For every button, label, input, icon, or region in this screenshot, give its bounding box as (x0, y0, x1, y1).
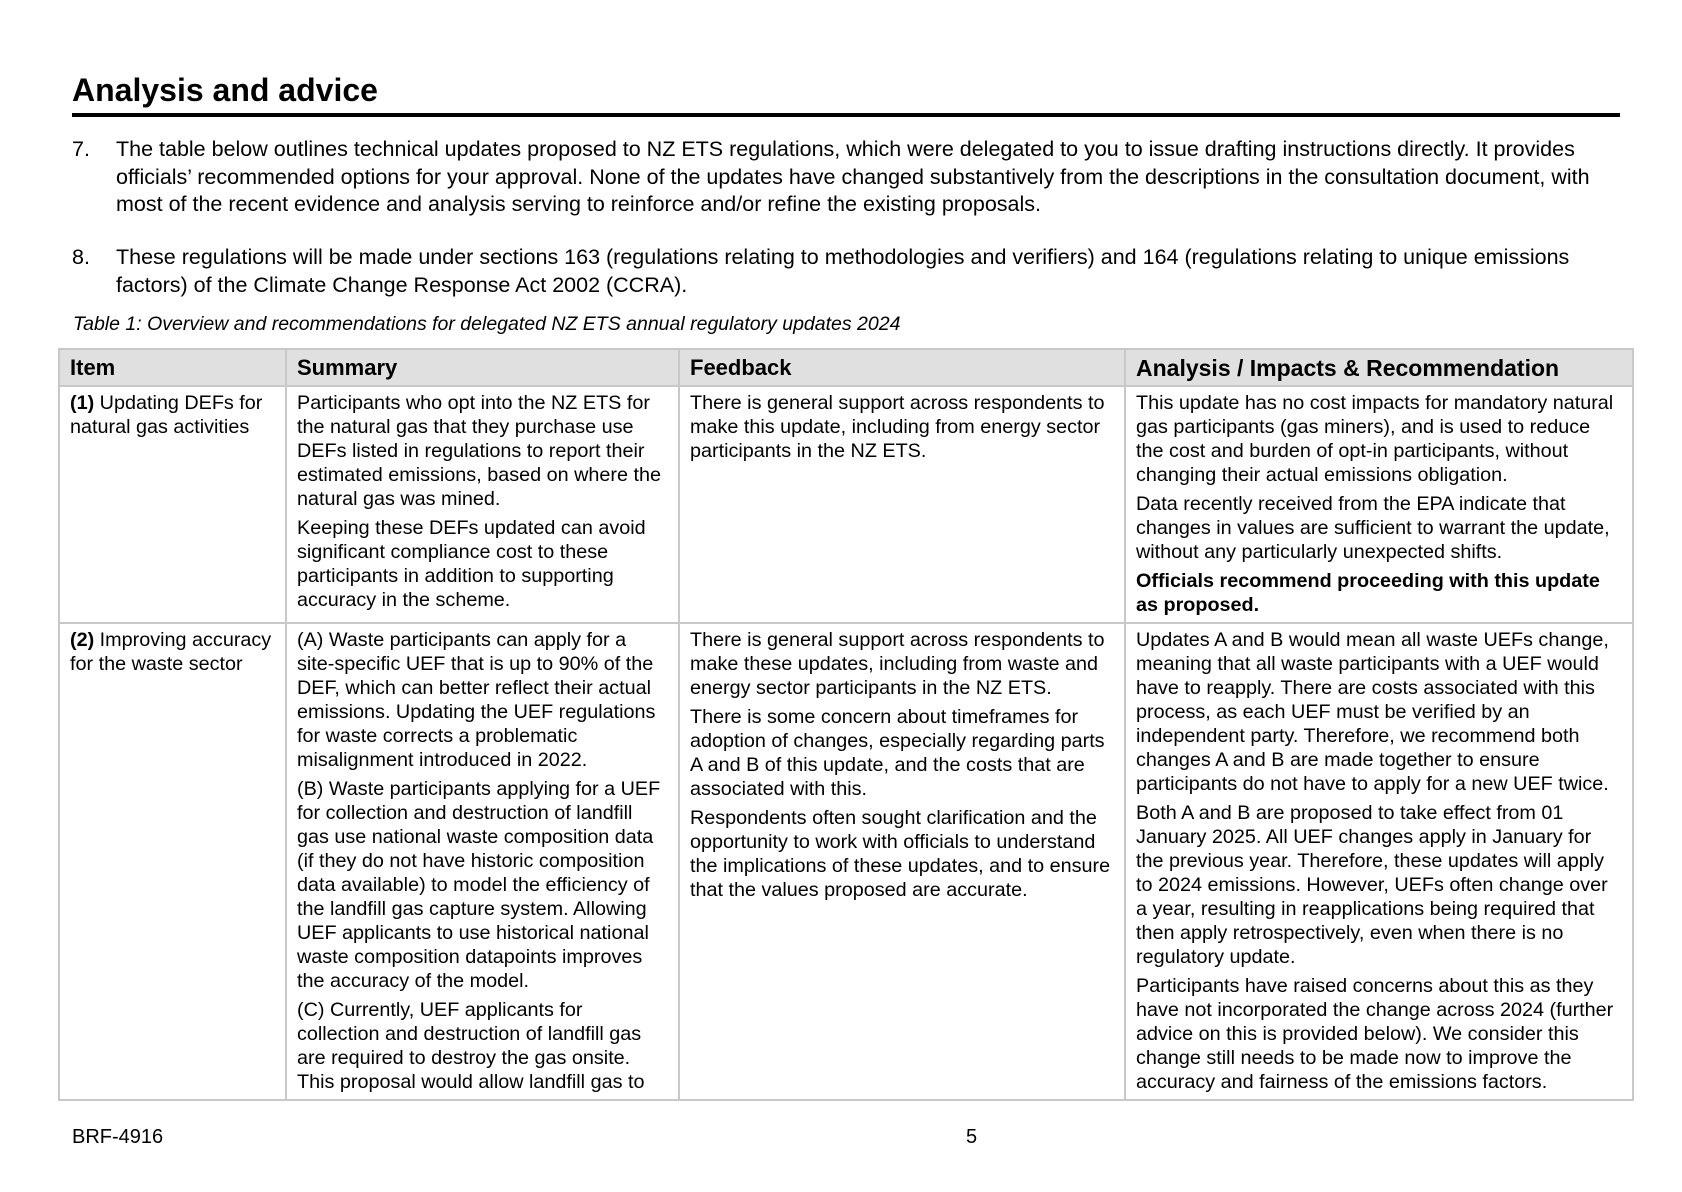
summary-paragraph: (B) Waste participants applying for a UEF for collection and destruction of landfill gas use national waste composition data (if they do not have historic composition data available) to model the efficiency of the landfill gas capture system. Allowing UEF applicants to use historical national waste composition datapoints improves the accuracy of the model. (297, 778, 661, 992)
paragraph-number: 8. (72, 245, 90, 269)
item-title: Updating DEFs for natural gas activities (70, 392, 263, 438)
paragraph-text: These regulations will be made under sections 163 (regulations relating to methodologies and verifiers) and 164 (regulations relating to unique emissions factors) of the Climate Change Response Act 2002 (CCRA). (116, 245, 1570, 297)
paragraph-7 (72, 136, 1620, 219)
recommendation-text: Officials recommend proceeding with this update as proposed. (1136, 570, 1600, 616)
item-title: Improving accuracy for the waste sector (70, 629, 272, 675)
feedback-paragraph: There is general support across respondents to make these updates, including from waste and energy sector participants in the NZ ETS. (690, 629, 1105, 699)
feedback-paragraph: Respondents often sought clarification and the opportunity to work with officials to understand the implications of these updates, and to ensure that the values proposed are accurate. (690, 807, 1111, 901)
summary-paragraph: Keeping these DEFs updated can avoid significant compliance cost to these participants in addition to supporting accuracy in the scheme. (297, 517, 646, 611)
summary-paragraph: (C) Currently, UEF applicants for collection and destruction of landfill gas are required to destroy the gas onsite. This proposal would allow landfill gas to (297, 999, 645, 1093)
feedback-paragraph: There is some concern about timeframes for adoption of changes, especially regarding parts A and B of this update, and the costs that are associated with this. (690, 706, 1105, 800)
summary-cell (286, 623, 679, 1100)
analysis-cell (1125, 386, 1633, 623)
column-header-analysis: Analysis / Impacts & Recommendation (1125, 349, 1633, 386)
document-id: BRF-4916 (72, 1126, 164, 1148)
analysis-paragraph: This update has no cost impacts for mandatory natural gas participants (gas miners), and is used to reduce the cost and burden of opt-in participants, without changing their actual emissions obligation. (1136, 392, 1614, 486)
item-number: (1) (70, 392, 95, 414)
updates-table (58, 348, 1634, 1101)
analysis-paragraph: Both A and B are proposed to take effect from 01 January 2025. All UEF changes apply in January for the previous year. Therefore, these updates will apply to 2024 emissions. However, UEFs often change over a year, resulting in reapplications being required that then apply retrospectively, even when there is no regulatory update. (1136, 802, 1608, 968)
page-number: 5 (966, 1126, 978, 1148)
feedback-cell (679, 623, 1125, 1100)
analysis-paragraph: Data recently received from the EPA indicate that changes in values are sufficient to warrant the update, without any particularly unexpected shifts. (1136, 493, 1610, 563)
paragraph-text: The table below outlines technical updates proposed to NZ ETS regulations, which were delegated to you to issue drafting instructions directly. It provides officials’ recommended options for your approval. None of the updates have changed substantively from the descriptions in the consultation document, with most of the recent evidence and analysis serving to reinforce and/or refine the existing proposals. (116, 137, 1590, 216)
table-row (59, 386, 1633, 623)
column-header-summary: Summary (286, 349, 679, 386)
summary-cell (286, 386, 679, 623)
table-caption: Table 1: Overview and recommendations for delegated NZ ETS annual regulatory updates 2024 (73, 313, 901, 335)
feedback-paragraph: There is general support across respondents to make this update, including from energy sector participants in the NZ ETS. (690, 392, 1105, 462)
paragraph-8 (72, 244, 1620, 299)
table-header-row (59, 349, 1633, 386)
item-cell (59, 386, 286, 623)
paragraph-number: 7. (72, 137, 90, 161)
item-cell (59, 623, 286, 1100)
column-header-feedback: Feedback (679, 349, 1125, 386)
summary-paragraph: (A) Waste participants can apply for a site-specific UEF that is up to 90% of the DEF, which can better reflect their actual emissions. Updating the UEF regulations for waste corrects a problematic misalignment introduced in 2022. (297, 629, 656, 771)
table-row (59, 623, 1633, 1100)
page-heading: Analysis and advice (72, 70, 1620, 117)
feedback-cell (679, 386, 1125, 623)
analysis-cell (1125, 623, 1633, 1100)
summary-paragraph: Participants who opt into the NZ ETS for the natural gas that they purchase use DEFs listed in regulations to report their estimated emissions, based on where the natural gas was mined. (297, 392, 661, 510)
analysis-paragraph: Updates A and B would mean all waste UEFs change, meaning that all waste participants with a UEF would have to reapply. There are costs associated with this process, as each UEF must be verified by an independent party. Therefore, we recommend both changes A and B are made together to ensure participants do not have to apply for a new UEF twice. (1136, 629, 1609, 795)
column-header-item: Item (59, 349, 286, 386)
analysis-paragraph: Participants have raised concerns about this as they have not incorporated the change across 2024 (further advice on this is provided below). We consider this change still needs to be made now to improve the accuracy and fairness of the emissions factors. (1136, 975, 1614, 1093)
item-number: (2) (70, 629, 95, 651)
